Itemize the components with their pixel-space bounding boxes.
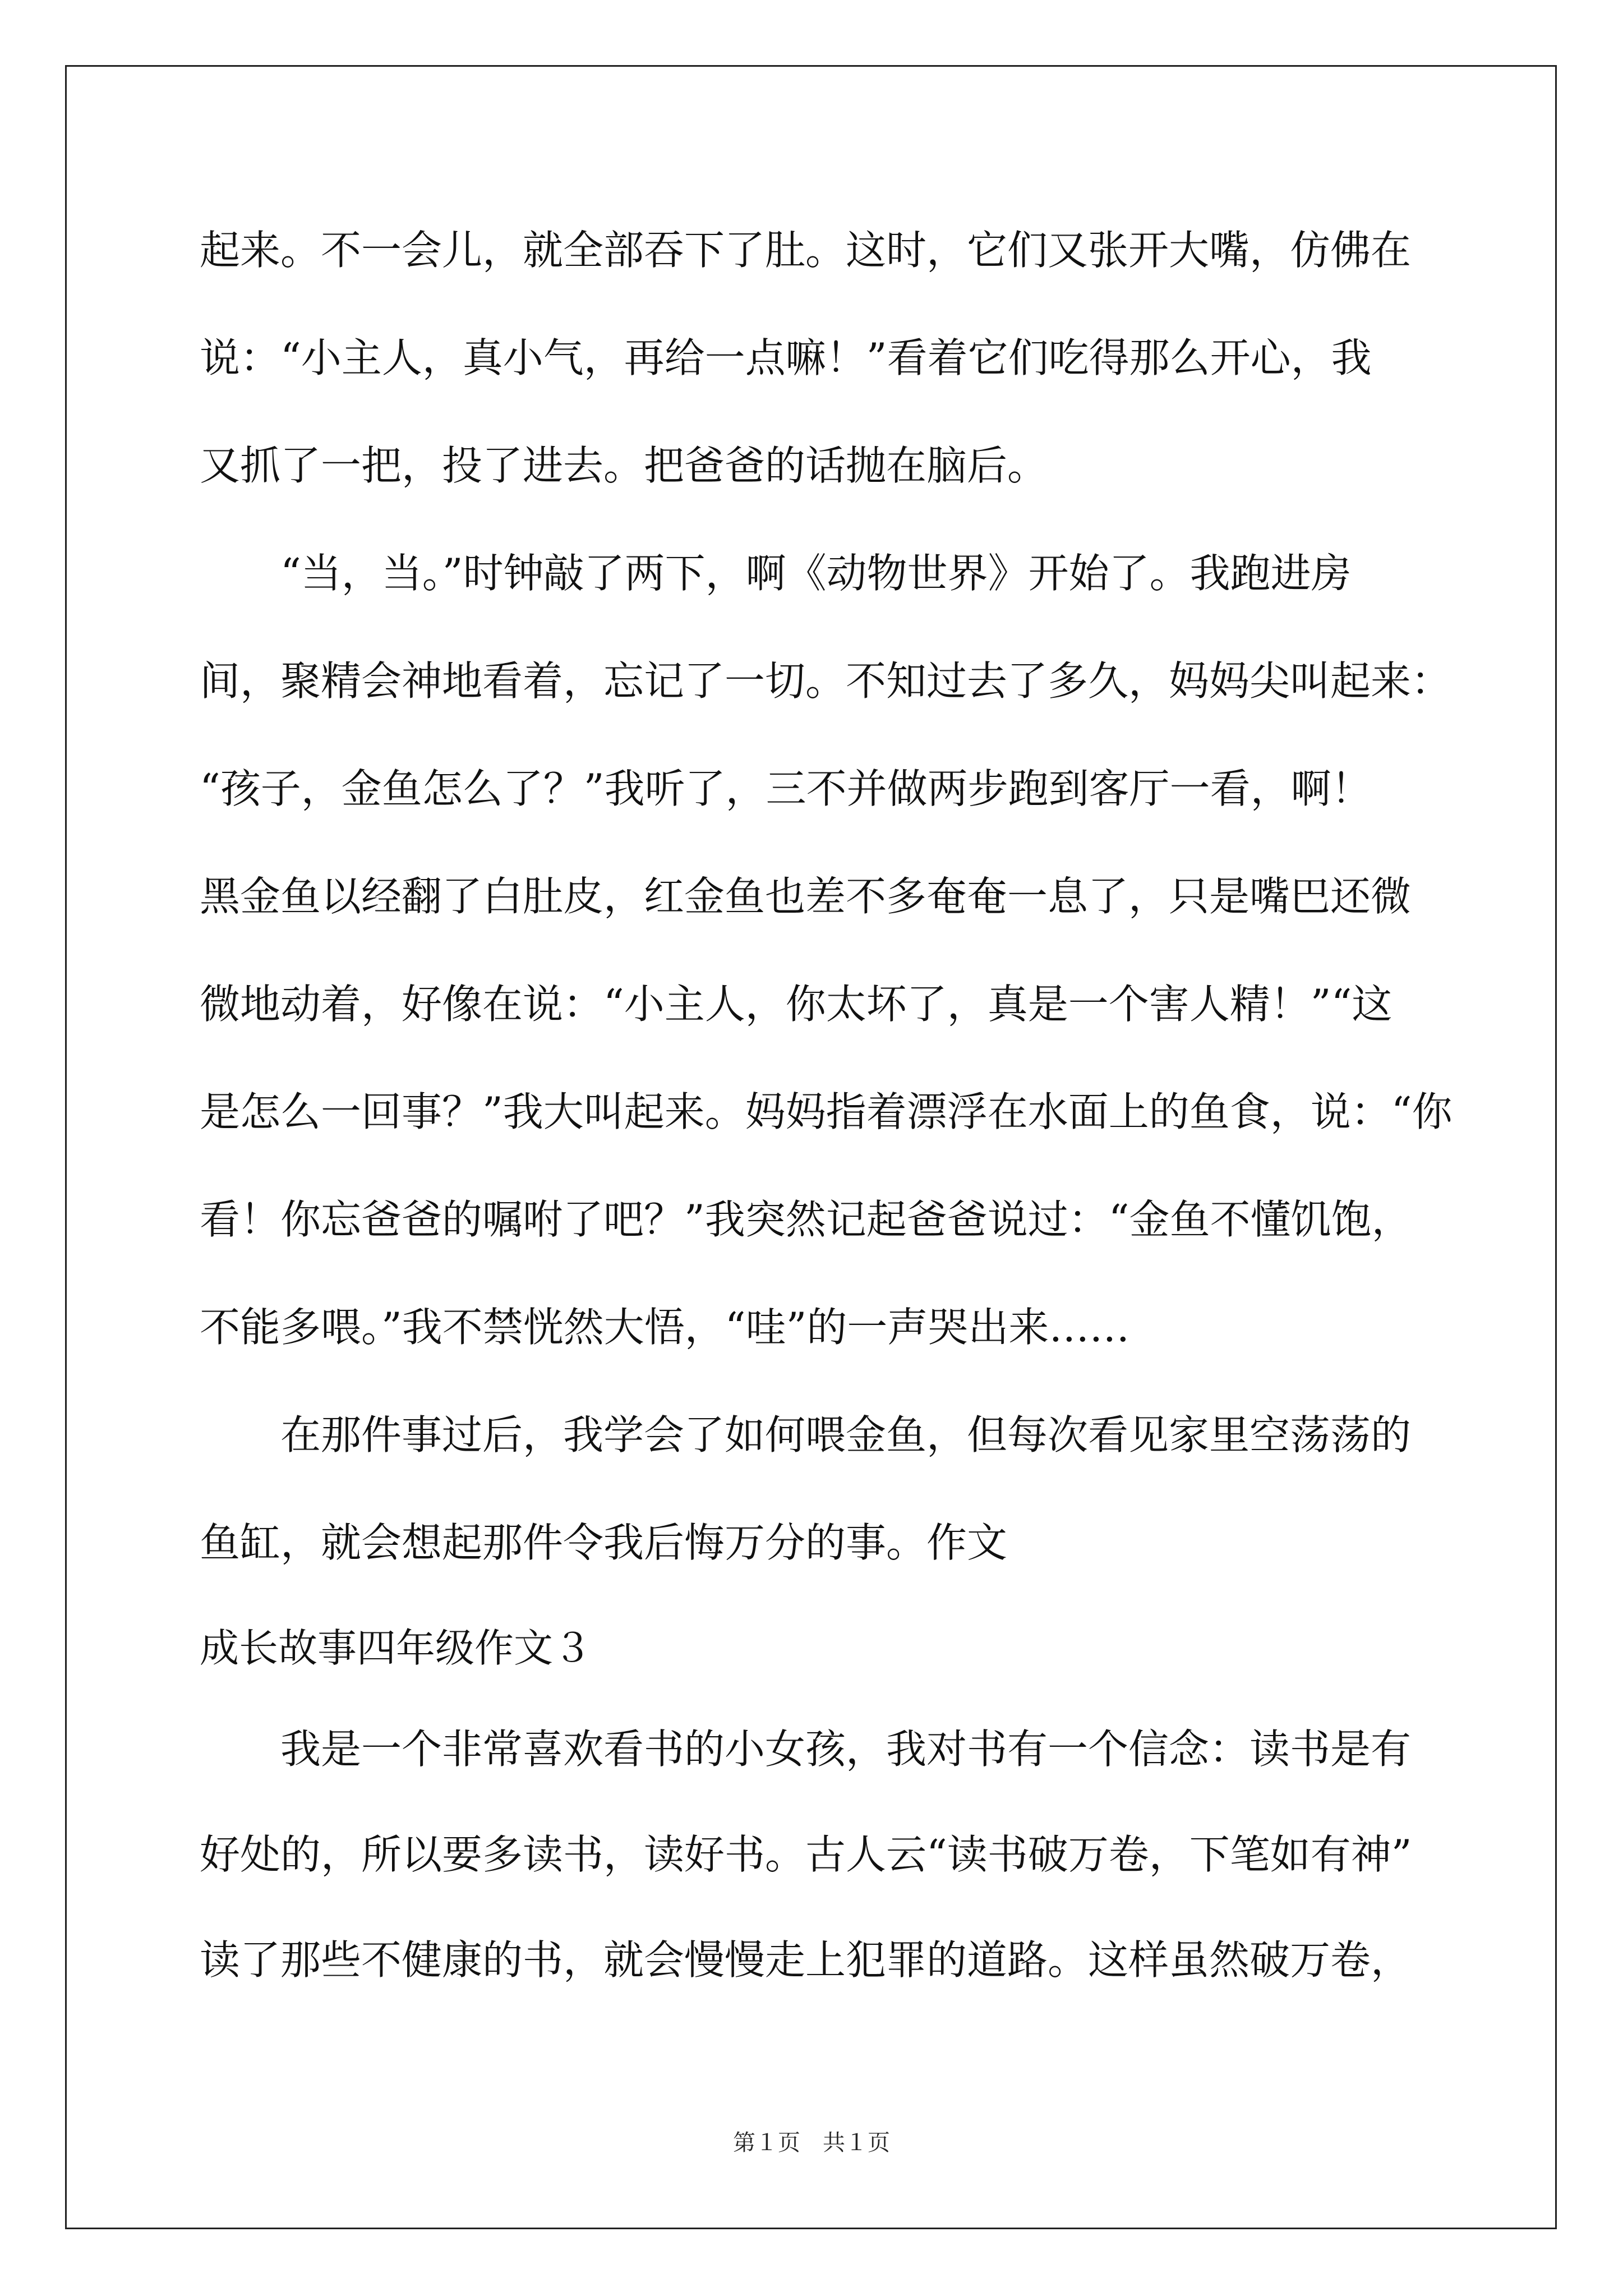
text-line: 微地动着，好像在说：“小主人，你太坏了，真是一个害人精！”“这: [200, 981, 1393, 1028]
text-line: “孩子，金鱼怎么了？”我听了，三不并做两步跑到客厅一看，啊！: [200, 765, 1372, 812]
text-line: 是怎么一回事？”我大叫起来。妈妈指着漂浮在水面上的鱼食，说：“你: [200, 1088, 1453, 1135]
section-heading: 成长故事四年级作文３: [200, 1625, 592, 1671]
text-line: 又抓了一把，投了进去。把爸爸的话抛在脑后。: [200, 442, 1048, 489]
text-line: 不能多喂。”我不禁恍然大悟，“哇”的一声哭出来……: [200, 1304, 1130, 1351]
paragraph-start-line: “当，当。”时钟敲了两下，啊《动物世界》开始了。我跑进房: [280, 550, 1352, 597]
text-line: 间，聚精会神地看着，忘记了一切。不知过去了多久，妈妈尖叫起来：: [200, 657, 1452, 705]
text-line: 说：“小主人，真小气，再给一点嘛！”看着它们吃得那么开心，我: [200, 334, 1372, 381]
text-line: 起来。不一会儿，就全部吞下了肚。这时，它们又张开大嘴，仿佛在: [200, 227, 1412, 274]
page-border: [65, 65, 1557, 2229]
text-line: 看！你忘爸爸的嘱咐了吧？”我突然记起爸爸说过：“金鱼不懂饥饱，: [200, 1196, 1412, 1243]
paragraph-start-line: 在那件事过后，我学会了如何喂金鱼，但每次看见家里空荡荡的: [280, 1411, 1412, 1458]
paragraph-start-line: 我是一个非常喜欢看书的小女孩，我对书有一个信念：读书是有: [280, 1726, 1412, 1773]
text-line: 好处的，所以要多读书，读好书。古人云“读书破万卷，下笔如有神”: [200, 1831, 1412, 1878]
text-line: 黑金鱼以经翻了白肚皮，红金鱼也差不多奄奄一息了，只是嘴巴还微: [200, 873, 1412, 920]
text-line: 读了那些不健康的书，就会慢慢走上犯罪的道路。这样虽然破万卷，: [200, 1936, 1412, 1984]
text-line: 鱼缸，就会想起那件令我后悔万分的事。作文: [200, 1519, 1008, 1566]
page-number-footer: 第１页 共１页: [733, 2130, 890, 2156]
